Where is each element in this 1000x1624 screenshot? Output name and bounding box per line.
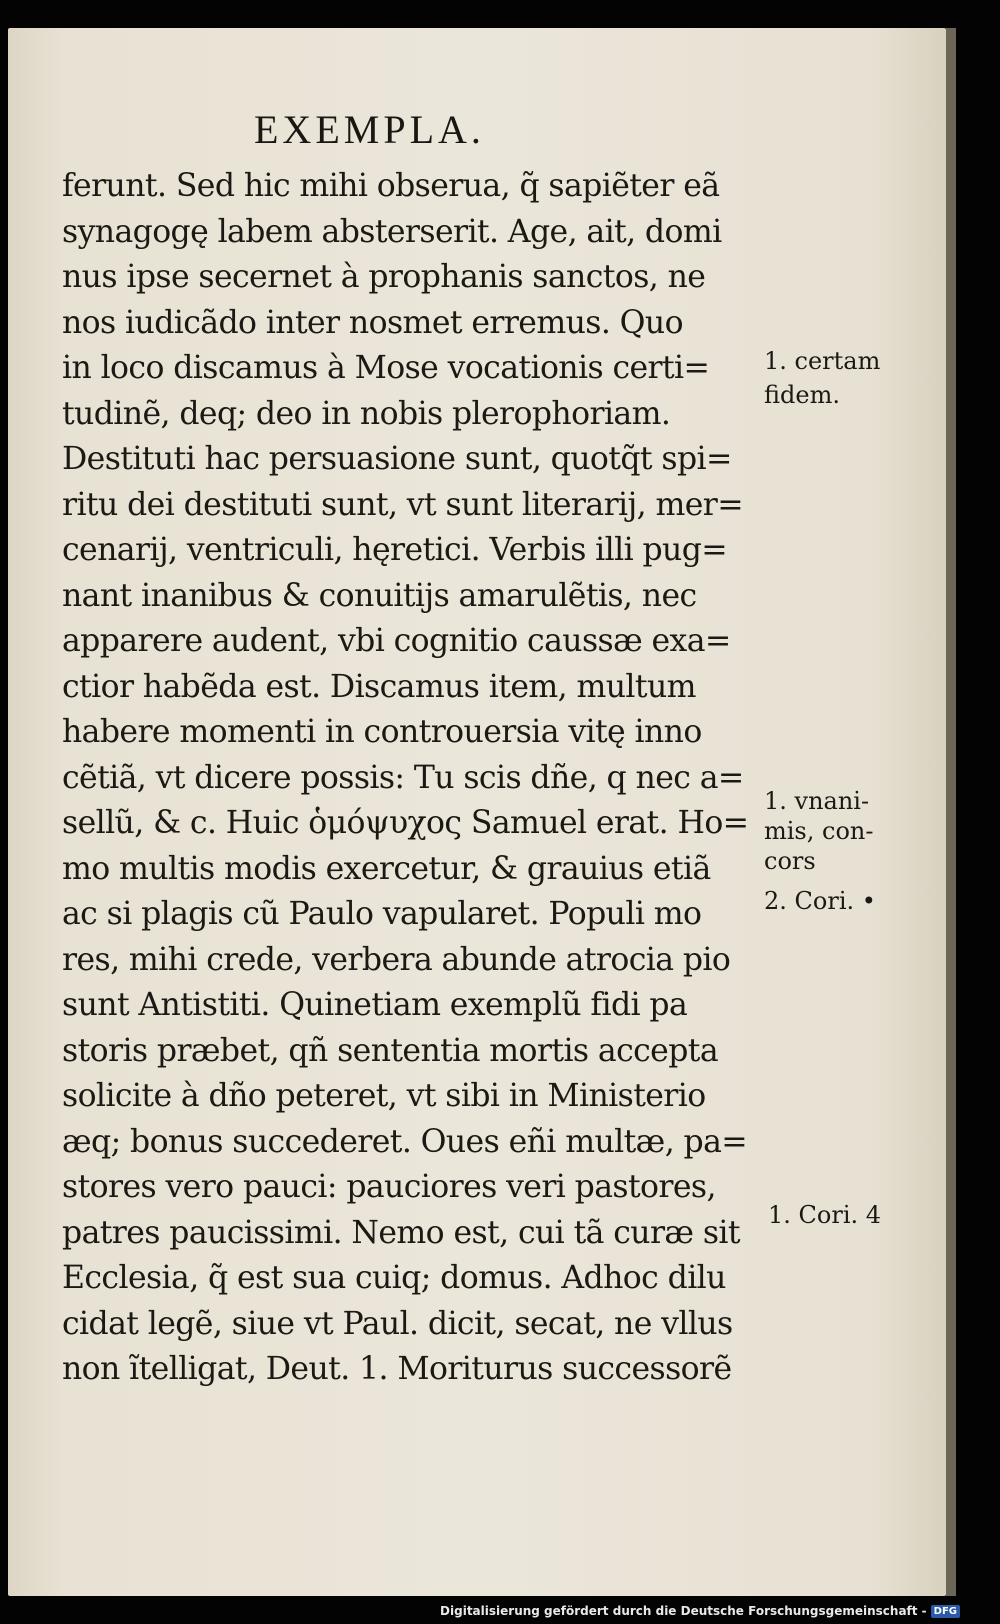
text-line: in loco discamus à Mose vocationis certi= <box>62 350 710 386</box>
dfg-logo-icon: DFG <box>931 1605 960 1618</box>
text-line: synagogę labem absterserit. Age, ait, domi <box>62 213 722 250</box>
credit-text: Digitalisierung gefördert durch die Deutsche Forschungsgemeinschaft - <box>440 1604 927 1618</box>
text-line: sunt Antistiti. Quinetiam exemplũ fidi pa <box>62 987 688 1023</box>
margin-note: fidem. <box>764 381 840 409</box>
text-line: nus ipse secernet à prophanis sanctos, ne <box>62 259 706 295</box>
margin-note: cors <box>764 847 816 875</box>
text-line: ferunt. Sed hic mihi obserua, q̃ sapiẽter eã <box>62 168 720 204</box>
text-line: habere momenti in controuersia vitę inno <box>62 714 702 750</box>
text-line: non ĩtelligat, Deut. 1. Moriturus successorẽ <box>62 1351 732 1387</box>
text-line: æq; bonus succederet. Oues eñi multæ, pa= <box>62 1123 748 1160</box>
text-line: Destituti hac persuasione sunt, quotq̃t spi= <box>62 441 732 477</box>
text-line: stores vero pauci: pauciores veri pastores, <box>62 1169 716 1205</box>
text-line: ctior habẽda est. Discamus item, multum <box>62 668 696 705</box>
book-page <box>8 28 946 1596</box>
text-line: patres paucissimi. Nemo est, cui tã curæ sit <box>62 1214 740 1251</box>
text-line: sellũ, & c. Huic ὁμόψυχος Samuel erat. Ho= <box>62 805 749 841</box>
margin-note: 1. certam <box>764 347 881 375</box>
text-line: ritu dei destituti sunt, vt sunt literarij, mer= <box>62 486 744 523</box>
main-text <box>62 164 762 1393</box>
text-line: nant inanibus & conuitijs amarulẽtis, nec <box>62 577 697 614</box>
text-line: ac si plagis cũ Paulo vapularet. Populi mo <box>62 896 702 932</box>
text-line: nos iudicãdo inter nosmet erremus. Quo <box>62 304 683 341</box>
text-line: apparere audent, vbi cognitio caussæ exa= <box>62 623 731 659</box>
text-line: cenarij, ventriculi, hęretici. Verbis illi pug= <box>62 532 728 568</box>
text-line: tudinẽ, deq; deo in nobis plerophoriam. <box>62 395 671 432</box>
digitization-credit <box>440 1604 960 1618</box>
text-line: solicite à dño peteret, vt sibi in Ministerio <box>62 1078 706 1114</box>
text-line: Ecclesia, q̃ est sua cuiq; domus. Adhoc dilu <box>62 1260 726 1296</box>
text-line: res, mihi crede, verbera abunde atrocia pio <box>62 941 731 978</box>
running-head: EXEMPLA. <box>254 107 485 152</box>
text-line: cẽtiã, vt dicere possis: Tu scis dñe, q nec a= <box>62 759 744 796</box>
margin-note: 1. vnani- <box>764 787 870 815</box>
margin-note: 2. Cori. • <box>764 887 876 915</box>
text-line: cidat legẽ, siue vt Paul. dicit, secat, ne vllus <box>62 1305 733 1342</box>
text-line: mo multis modis exercetur, & grauius etiã <box>62 850 711 887</box>
margin-note: 1. Cori. 4 <box>768 1201 882 1229</box>
margin-note: mis, con- <box>764 817 874 845</box>
text-line: storis præbet, qñ sententia mortis accepta <box>62 1032 719 1069</box>
